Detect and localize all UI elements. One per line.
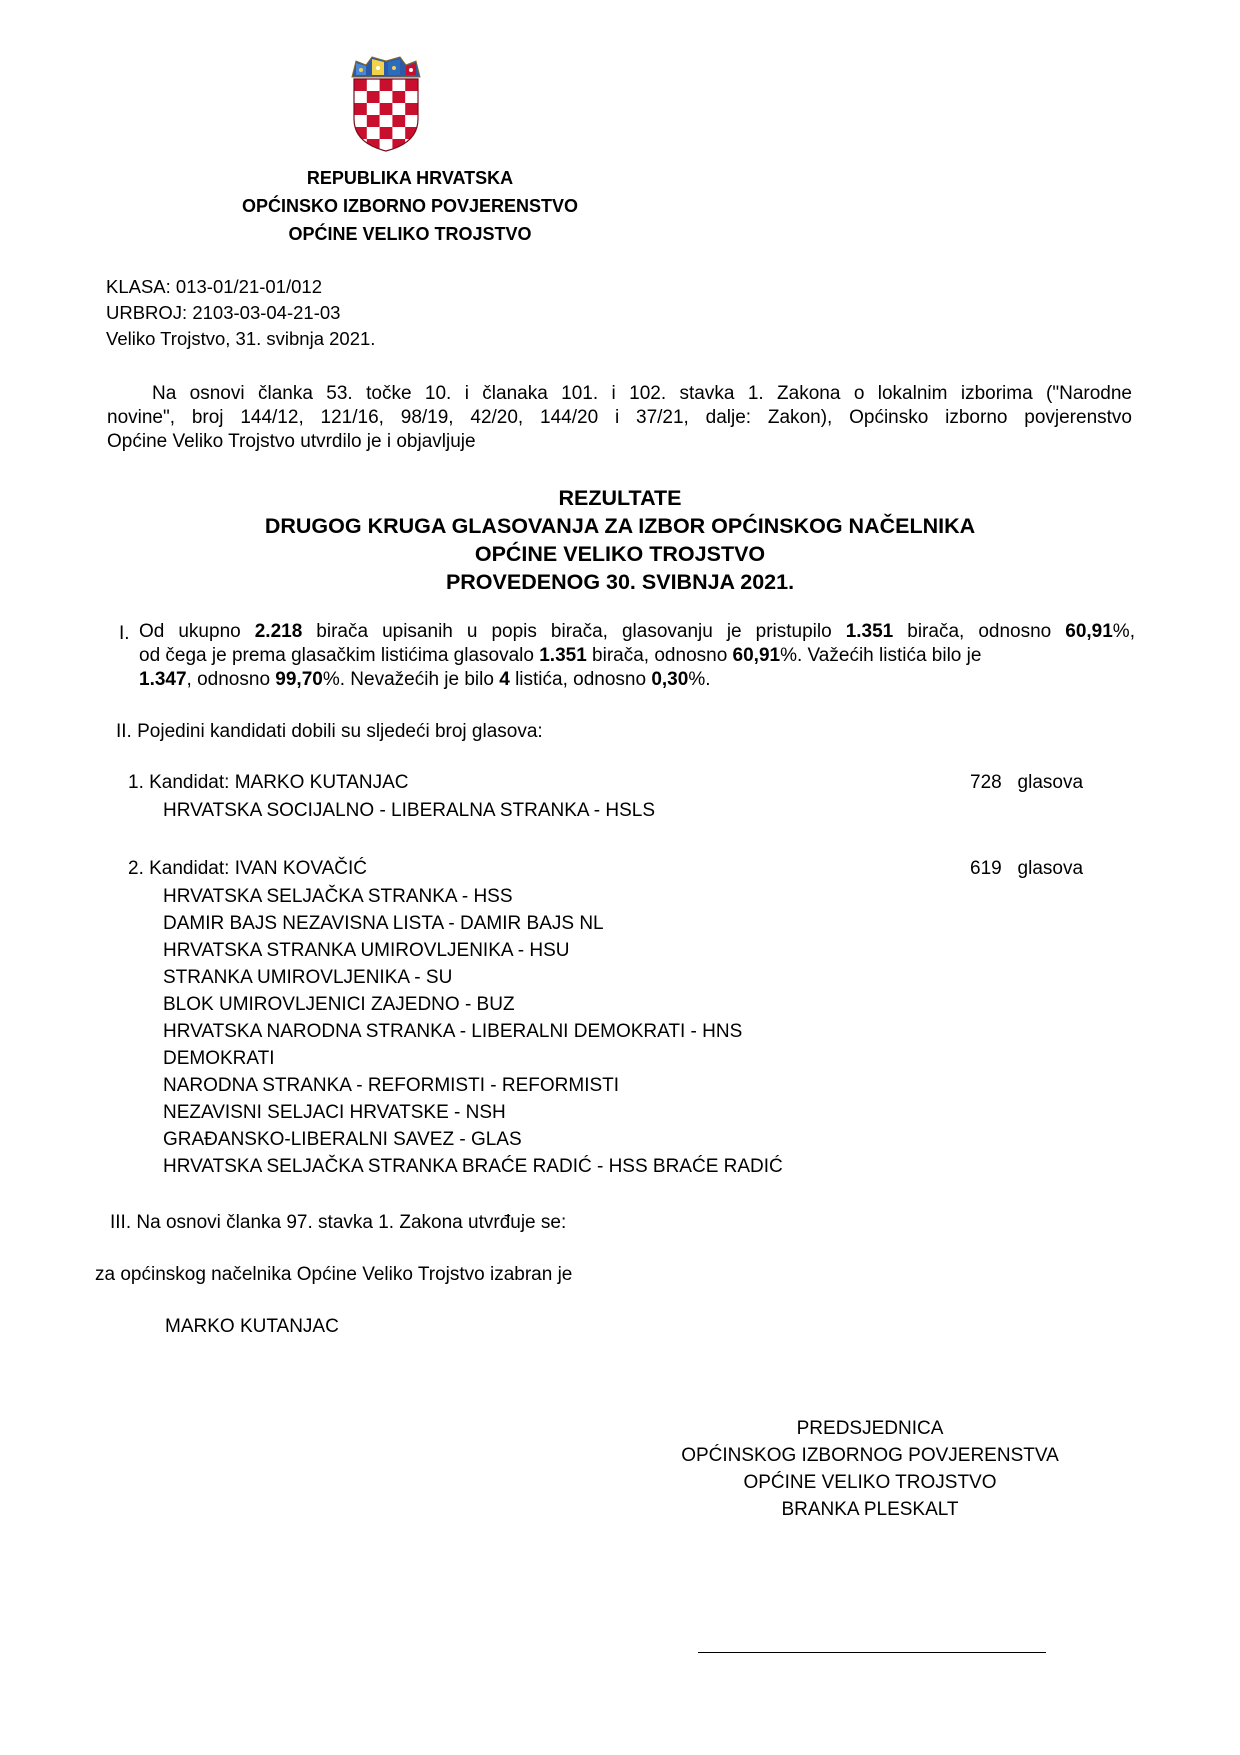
title-municipality: OPĆINE VELIKO TROJSTVO <box>474 542 766 566</box>
elected-statement: za općinskog načelnika Općine Veliko Trojstvo izabran je <box>95 1264 573 1285</box>
section-1-text <box>139 620 1135 692</box>
intro-line-1: Na osnovi članka 53. točke 10. i članaka 101. i 102. stavka 1. Zakona o lokalnim izborima ("Narodne <box>152 383 1132 404</box>
candidate-2-party-2: DAMIR BAJS NEZAVISNA LISTA - DAMIR BAJS NL <box>163 913 604 934</box>
intro-paragraph <box>107 382 1132 454</box>
voted: 1.351 <box>539 645 587 666</box>
header-republic: REPUBLIKA HRVATSKA <box>306 168 514 188</box>
candidate-2-party-6: HRVATSKA NARODNA STRANKA - LIBERALNI DEMOKRATI - HNS <box>163 1021 743 1042</box>
section-1-numeral: I. <box>119 623 130 644</box>
candidate-1-votes: 728 glasova <box>970 772 1084 793</box>
klasa: KLASA: 013-01/21-01/012 <box>106 276 322 297</box>
candidate-2-party-4: STRANKA UMIROVLJENIKA - SU <box>163 967 453 988</box>
croatian-coat-of-arms-icon <box>348 55 424 153</box>
candidate-1-party-1: HRVATSKA SOCIJALNO - LIBERALNA STRANKA - HSLS <box>163 800 656 821</box>
valid-ballots: 1.347 <box>139 669 187 690</box>
candidate-2-party-5: BLOK UMIROVLJENICI ZAJEDNO - BUZ <box>163 994 515 1015</box>
valid-pct: 99,70 <box>275 669 323 690</box>
section-1-line-3: 1.347, odnosno 99,70%. Nevažećih je bilo 4 listića, odnosno 0,30%. <box>139 669 711 690</box>
candidate-2-party-11: HRVATSKA SELJAČKA STRANKA BRAĆE RADIĆ - HSS BRAĆE RADIĆ <box>163 1156 783 1177</box>
candidate-2-label: 2. Kandidat: IVAN KOVAČIĆ <box>128 858 368 879</box>
turnout-pct: 60,91 <box>1065 621 1113 642</box>
signature-line <box>698 1652 1046 1653</box>
intro-line-2: novine", broj 144/12, 121/16, 98/19, 42/20, 144/20 i 37/21, dalje: Zakon), Općinsko izborno povjerenstvo <box>107 407 1132 428</box>
voted-pct: 60,91 <box>732 645 781 666</box>
candidate-2-party-7: DEMOKRATI <box>163 1048 275 1069</box>
candidate-2-party-3: HRVATSKA STRANKA UMIROVLJENIKA - HSU <box>163 940 570 961</box>
candidate-2-party-1: HRVATSKA SELJAČKA STRANKA - HSS <box>163 886 513 907</box>
candidate-2-votes: 619 glasova <box>970 858 1084 879</box>
section-1-line-1: Od ukupno 2.218 birača upisanih u popis birača, glasovanju je pristupilo 1.351 birača, odnosno 60,91%, <box>139 621 1135 642</box>
title-second-round: DRUGOG KRUGA GLASOVANJA ZA IZBOR OPĆINSKOG NAČELNIKA <box>264 514 976 538</box>
title-date: PROVEDENOG 30. SVIBNJA 2021. <box>445 570 795 594</box>
registered-voters: 2.218 <box>254 621 303 642</box>
signature-commission: OPĆINSKOG IZBORNOG POVJERENSTVA <box>681 1445 1059 1466</box>
candidate-2-party-10: GRAĐANSKO-LIBERALNI SAVEZ - GLAS <box>163 1129 522 1150</box>
place-date: Veliko Trojstvo, 31. svibnja 2021. <box>106 328 376 349</box>
header-commission: OPĆINSKO IZBORNO POVJERENSTVO <box>241 196 579 216</box>
candidate-2-party-8: NARODNA STRANKA - REFORMISTI - REFORMISTI <box>163 1075 620 1096</box>
invalid-pct: 0,30 <box>651 669 689 690</box>
candidate-1-label: 1. Kandidat: MARKO KUTANJAC <box>128 772 409 793</box>
title-results: REZULTATE <box>558 486 682 510</box>
turnout: 1.351 <box>845 621 894 642</box>
intro-line-3: Općine Veliko Trojstvo utvrdilo je i objavljuje <box>107 431 476 452</box>
elected-name: MARKO KUTANJAC <box>165 1316 339 1337</box>
urbroj: URBROJ: 2103-03-04-21-03 <box>106 302 341 323</box>
section-1-line-2: od čega je prema glasačkim listićima glasovalo 1.351 birača, odnosno 60,91%. Važećih listića bilo je <box>139 645 982 666</box>
header-municipality: OPĆINE VELIKO TROJSTVO <box>288 224 532 244</box>
section-2-heading: II. Pojedini kandidati dobili su sljedeći broj glasova: <box>116 721 543 742</box>
invalid-ballots: 4 <box>499 669 510 690</box>
signature-title: PREDSJEDNICA <box>796 1418 944 1439</box>
signature-municipality: OPĆINE VELIKO TROJSTVO <box>743 1472 997 1493</box>
candidate-2-party-9: NEZAVISNI SELJACI HRVATSKE - NSH <box>163 1102 506 1123</box>
signature-name: BRANKA PLESKALT <box>781 1499 959 1520</box>
section-3-heading: III. Na osnovi članka 97. stavka 1. Zakona utvrđuje se: <box>110 1212 567 1233</box>
